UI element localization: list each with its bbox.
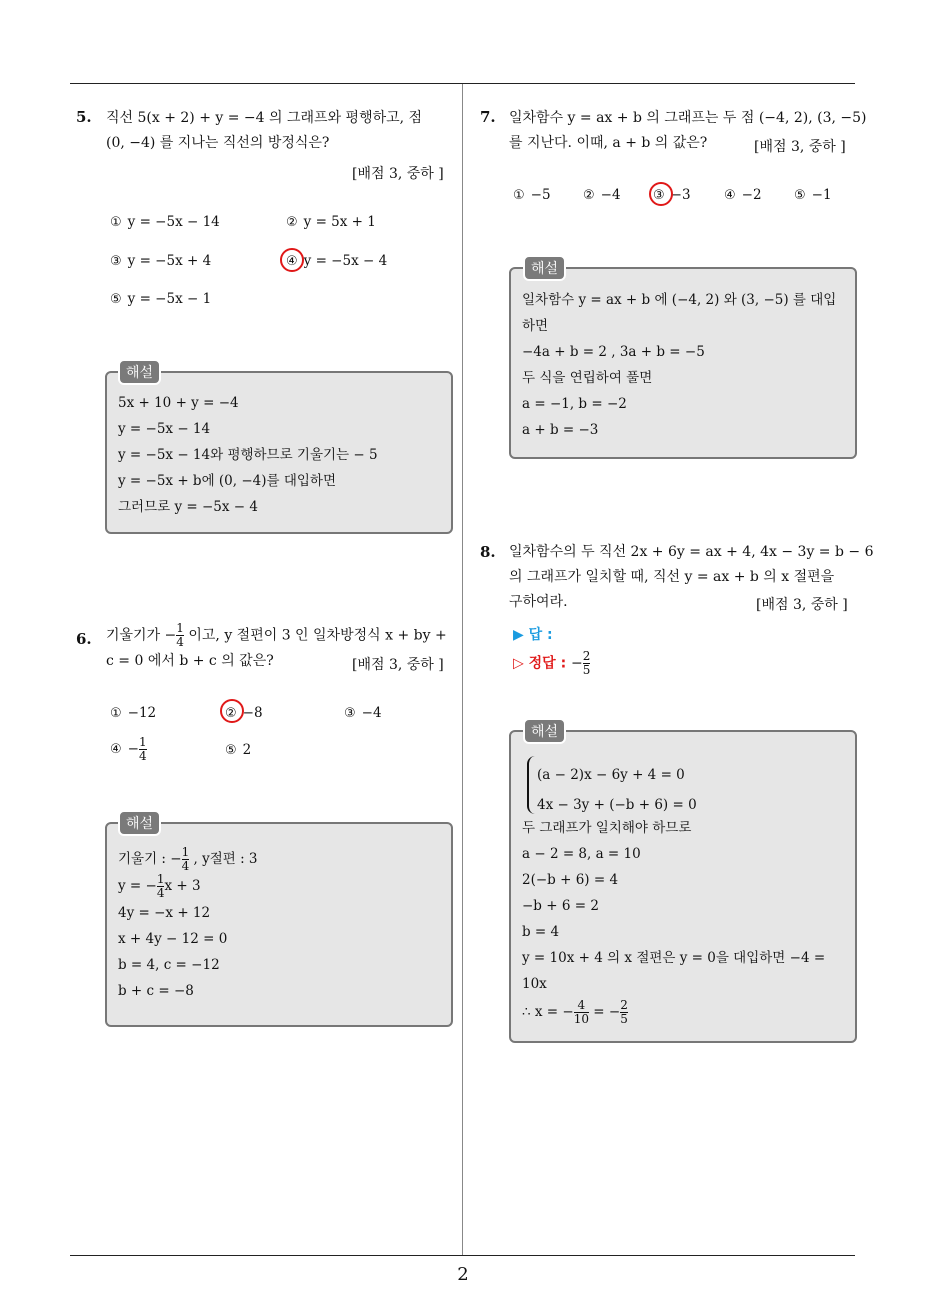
question-7-text: 일차함수 y = ax + b 의 그래프는 두 점 (−4, 2), (3, −5) 를 지난다. 이때, a + b 의 값은?	[509, 110, 867, 151]
q5-choice-4[interactable]: ④ y = −5x − 4	[286, 253, 388, 269]
question-8-text: 일차함수의 두 직선 2x + 6y = ax + 4, 4x − 3y = b − 6 의 그래프가 일치할 때, 직선 y = ax + b 의 x 절편을 구하여라.	[509, 544, 874, 610]
question-6-number: 6.	[76, 630, 92, 648]
question-8-number: 8.	[480, 543, 496, 561]
q7-choice-5[interactable]: ⑤ −1	[794, 187, 832, 203]
q6-fraction: $\frac{1}{4}$	[176, 621, 184, 649]
q8-solution-lines: 두 그래프가 일치해야 하므로 a − 2 = 8, a = 10 2(−b + 6) = 4 −b + 6 = 2 b = 4 y = 10x + 4 의 x 절편은 y = 0을 대입하면 −4 = 10x ∴ x = − $\frac{4}{10}$ = − $\frac{2}{5}$	[522, 820, 826, 1026]
q6-choice-1[interactable]: ① −12	[110, 705, 157, 721]
q5-choice-5[interactable]: ⑤ y = −5x − 1	[110, 291, 212, 307]
q8-solution-tag: 해설	[523, 718, 566, 744]
question-8-meta: [배점 3, 중하 ]	[756, 597, 848, 613]
system-brace	[527, 756, 535, 814]
q8-system: (a − 2)x − 6y + 4 = 0 4x − 3y + (−b + 6) = 0	[537, 767, 697, 813]
q7-solution-lines: 일차함수 y = ax + b 에 (−4, 2) 와 (3, −5) 를 대입 하면 −4a + b = 2 , 3a + b = −5 두 식을 연립하여 풀면 a = −1, b = −2 a + b = −3	[522, 292, 837, 438]
q7-choice-1[interactable]: ① −5	[513, 187, 551, 203]
q7-solution-tag: 해설	[523, 255, 566, 281]
column-divider	[462, 84, 463, 1256]
q5-solution-tag: 해설	[118, 359, 161, 385]
q7-choice-2[interactable]: ② −4	[583, 187, 621, 203]
question-6-text: 기울기가 − $\frac{1}{4}$ 이고, y 절편이 3 인 일차방정식 x + by + c = 0 에서 b + c 의 값은?	[106, 621, 447, 669]
bottom-rule	[70, 1255, 855, 1256]
q7-choice-3[interactable]: ③ −3	[653, 187, 691, 203]
question-5-text: 직선 5(x + 2) + y = −4 의 그래프와 평행하고, 점 (0, −4) 를 지나는 직선의 방정식은?	[106, 110, 423, 151]
q7-choice-4[interactable]: ④ −2	[724, 187, 762, 203]
correct-answer: ▷ 정답 : − $\frac{2}{5}$	[513, 649, 591, 677]
question-7-meta: [배점 3, 중하 ]	[754, 139, 846, 155]
q5-choice-3[interactable]: ③ y = −5x + 4	[110, 253, 212, 269]
answer-field-label: ▶ 답 :	[513, 627, 553, 643]
q5-choice-2[interactable]: ② y = 5x + 1	[286, 214, 376, 230]
page-number: 2	[457, 1264, 469, 1285]
q6-choice-4[interactable]: ④ − $\frac{1}{4}$	[110, 735, 147, 763]
q6-choice-5[interactable]: ⑤ 2	[225, 742, 252, 758]
q6-solution-tag: 해설	[118, 810, 161, 836]
question-5-meta: [배점 3, 중하 ]	[352, 166, 444, 182]
q6-choice-3[interactable]: ③ −4	[344, 705, 382, 721]
question-7-number: 7.	[480, 108, 496, 126]
q6-choice-2[interactable]: ② −8	[225, 705, 263, 721]
q5-choice-1[interactable]: ① y = −5x − 14	[110, 214, 220, 230]
q6-solution-lines: 기울기 : − $\frac{1}{4}$ , y절편 : 3 y = − $\frac{1}{4}$ x + 3 4y = −x + 12 x + 4y − 12 = 0 b = 4, c = −12 b + c = −8	[118, 845, 258, 999]
q7-answer-mark	[649, 182, 673, 206]
q5-answer-mark	[280, 248, 304, 272]
question-6-meta: [배점 3, 중하 ]	[352, 657, 444, 673]
q6-answer-mark	[220, 699, 244, 723]
question-5-number: 5.	[76, 108, 92, 126]
q5-solution-lines: 5x + 10 + y = −4 y = −5x − 14 y = −5x − 14와 평행하므로 기울기는 − 5 y = −5x + b에 (0, −4)를 대입하면 그러므로 y = −5x − 4	[118, 395, 378, 515]
